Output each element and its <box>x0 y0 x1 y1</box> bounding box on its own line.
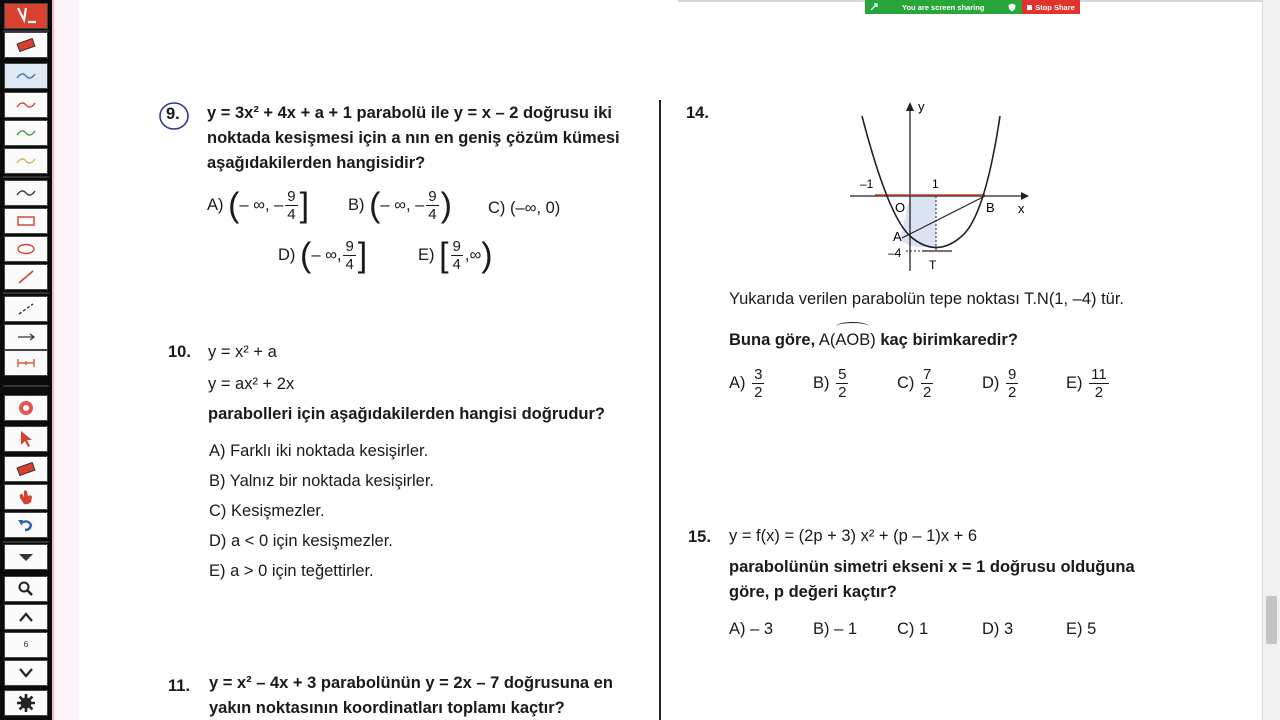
stop-icon <box>1027 5 1032 10</box>
shaded-region <box>900 196 936 247</box>
q9-option-b[interactable]: B) (– ∞, – $\frac{9}{4}$ ) <box>348 186 452 225</box>
q10-option-d[interactable]: D) a < 0 için kesişmezler. <box>209 532 393 550</box>
q15-option-d[interactable]: D) 3 <box>982 620 1014 638</box>
q11-line2: yakın noktasının koordinatları toplamı kaçtır? <box>209 699 565 717</box>
q14-option-b[interactable]: B) $\frac{5}{2}$ <box>813 366 847 401</box>
zoom-icon[interactable] <box>4 576 48 602</box>
q11-text <box>209 671 654 720</box>
record-icon[interactable] <box>4 395 48 421</box>
q9-number: 9. <box>166 105 180 123</box>
q10-option-e[interactable]: E) a > 0 için teğettirler. <box>209 562 374 580</box>
scrollbar-thumb[interactable] <box>1266 596 1277 644</box>
q10-option-c[interactable]: C) Kesişmezler. <box>209 502 325 520</box>
q14-parabola-graph <box>840 96 1040 274</box>
q9-line3: aşağıdakilerden hangisidir? <box>207 154 426 172</box>
q9-option-e[interactable]: E) [ $\frac{9}{4}$ ,∞) <box>418 236 493 275</box>
share-tool-icon <box>870 3 878 11</box>
q15-text <box>729 555 1169 605</box>
dropdown-arrow-icon[interactable] <box>4 544 48 570</box>
pen-red-icon[interactable] <box>4 92 48 118</box>
q9-option-a[interactable]: A) (– ∞, – $\frac{9}{4}$ ] <box>207 186 310 225</box>
graph-x-label: x <box>1018 201 1025 216</box>
pen-black-icon[interactable] <box>4 180 48 206</box>
hand-icon[interactable] <box>4 484 48 510</box>
q15-option-b[interactable]: B) – 1 <box>813 620 858 638</box>
ellipse-icon[interactable] <box>4 236 48 262</box>
pen-green-icon[interactable] <box>4 120 48 146</box>
undo-icon[interactable] <box>4 512 48 538</box>
ruler-icon[interactable] <box>4 350 48 376</box>
q14-option-e[interactable]: E) $\frac{11}{2}$ <box>1066 366 1107 401</box>
q10-number: 10. <box>168 343 191 361</box>
q10-prompt: parabolleri için aşağıdakilerden hangisi doğrudur? <box>208 405 605 423</box>
stop-share-label: Stop Share <box>1035 2 1075 12</box>
arrow-line-icon[interactable] <box>4 324 48 350</box>
whiteboard-edge <box>52 0 79 720</box>
q15-option-e[interactable]: E) 5 <box>1066 620 1097 638</box>
q14-option-c[interactable]: C) $\frac{7}{2}$ <box>897 366 932 401</box>
page-up-icon[interactable] <box>4 604 48 630</box>
q14-number: 14. <box>686 104 709 122</box>
q9-line2: noktada kesişmesi için a nın en geniş çözüm kümesi <box>207 129 620 147</box>
share-message: You are screen sharing <box>902 2 985 12</box>
rectangle-icon[interactable] <box>4 208 48 234</box>
graph-one-label: 1 <box>932 177 939 191</box>
q14-option-d[interactable]: D) $\frac{9}{2}$ <box>982 366 1017 401</box>
settings-gear-icon[interactable] <box>4 690 48 716</box>
dashed-line-icon[interactable] <box>4 296 48 322</box>
share-status <box>865 0 1022 14</box>
q15-line2: parabolünün simetri ekseni x = 1 doğrusu olduğuna <box>729 558 1135 576</box>
shield-icon <box>1008 3 1016 12</box>
vertical-scrollbar[interactable] <box>1262 0 1280 720</box>
q10-eq2: y = ax² + 2x <box>208 375 295 393</box>
q14-prompt: Buna göre, A(AOB) kaç birimkaredir? <box>729 328 1018 353</box>
q9-option-d[interactable]: D) (– ∞, $\frac{9}{4}$ ] <box>278 236 368 275</box>
annotation-toolbar <box>0 0 52 720</box>
pen-logo-icon[interactable] <box>4 3 48 29</box>
clear-icon[interactable] <box>4 456 48 482</box>
graph-a-label: A <box>893 229 902 244</box>
graph-o-label: O <box>895 200 906 215</box>
q9-option-c[interactable]: C) (–∞, 0) <box>488 199 561 217</box>
q14-option-a[interactable]: A) $\frac{3}{2}$ <box>729 366 763 401</box>
graph-y-label: y <box>918 99 925 114</box>
page-down-icon[interactable] <box>4 660 48 686</box>
q15-option-a[interactable]: A) – 3 <box>729 620 774 638</box>
graph-minus4-label: –4 <box>888 246 902 260</box>
eraser-icon[interactable] <box>4 32 48 58</box>
q15-equation: y = f(x) = (2p + 3) x² + (p – 1)x + 6 <box>729 527 978 545</box>
graph-minus1-label: –1 <box>860 177 874 191</box>
q10-option-a[interactable]: A) Farklı iki noktada kesişirler. <box>209 442 429 460</box>
q9-text <box>207 101 647 176</box>
q10-eq1: y = x² + a <box>208 343 277 361</box>
screen-share-banner <box>865 0 1080 14</box>
q10-option-b[interactable]: B) Yalnız bir noktada kesişirler. <box>209 472 435 490</box>
q15-number: 15. <box>688 528 711 546</box>
q9-line1: y = 3x² + 4x + a + 1 parabolü ile y = x – 2 doğrusu iki <box>207 104 612 122</box>
q14-vertex-text: Yukarıda verilen parabolün tepe noktası T.N(1, –4) tür. <box>729 290 1125 308</box>
graph-t-label: T <box>929 258 937 272</box>
q15-option-c[interactable]: C) 1 <box>897 620 929 638</box>
stop-share-button[interactable] <box>1022 0 1080 14</box>
page-number: 6 <box>4 632 48 658</box>
q11-number: 11. <box>168 677 191 695</box>
column-divider <box>659 100 661 720</box>
q15-line3: göre, p değeri kaçtır? <box>729 583 897 601</box>
q11-line1: y = x² – 4x + 3 parabolünün y = 2x – 7 doğrusuna en <box>209 674 613 692</box>
line-icon[interactable] <box>4 264 48 290</box>
highlighter-icon[interactable] <box>4 148 48 174</box>
graph-b-label: B <box>986 200 995 215</box>
pen-blue-icon[interactable] <box>4 63 48 89</box>
pointer-icon[interactable] <box>4 426 48 452</box>
